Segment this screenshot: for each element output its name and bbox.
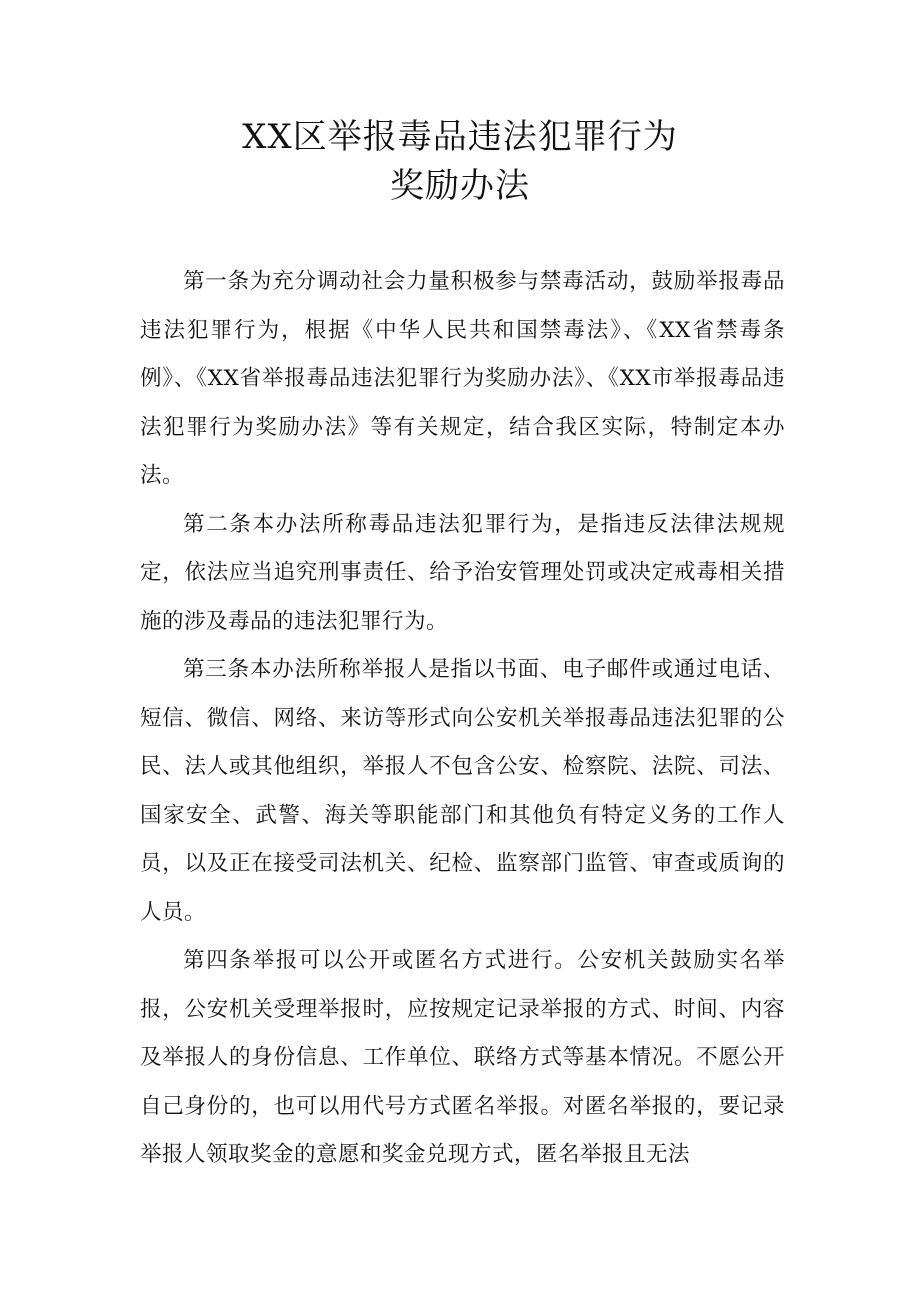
article-2-paragraph: 第二条本办法所称毒品违法犯罪行为，是指违反法律法规规定，依法应当追究刑事责任、给予治安管理处罚或决定戒毒相关措施的涉及毒品的违法犯罪行为。 <box>140 511 785 634</box>
document-body <box>140 258 785 1180</box>
article-1-paragraph: 第一条为充分调动社会力量积极参与禁毒活动，鼓励举报毒品违法犯罪行为，根据《中华人民共和国禁毒法》、《XX省禁毒条例》、《XX省举报毒品违法犯罪行为奖励办法》、《XX市举报毒品违法犯罪行为奖励办法》等有关规定，结合我区实际，特制定本办法。 <box>140 269 785 488</box>
article-4-paragraph: 第四条举报可以公开或匿名方式进行。公安机关鼓励实名举报，公安机关受理举报时，应按规定记录举报的方式、时间、内容及举报人的身份信息、工作单位、联络方式等基本情况。不愿公开自己身份的，也可以用代号方式匿名举报。对匿名举报的，要记录举报人领取奖金的意愿和奖金兑现方式，匿名举报且无法 <box>140 948 785 1167</box>
document-title-line-2: 奖励办法 <box>390 166 530 206</box>
document-title-line-1: XX区举报毒品违法犯罪行为 <box>242 117 678 157</box>
article-3-paragraph: 第三条本办法所称举报人是指以书面、电子邮件或通过电话、短信、微信、网络、来访等形式向公安机关举报毒品违法犯罪的公民、法人或其他组织，举报人不包含公安、检察院、法院、司法、国家安全、武警、海关等职能部门和其他负有特定义务的工作人员，以及正在接受司法机关、纪检、监察部门监管、审查或质询的人员。 <box>140 657 785 925</box>
